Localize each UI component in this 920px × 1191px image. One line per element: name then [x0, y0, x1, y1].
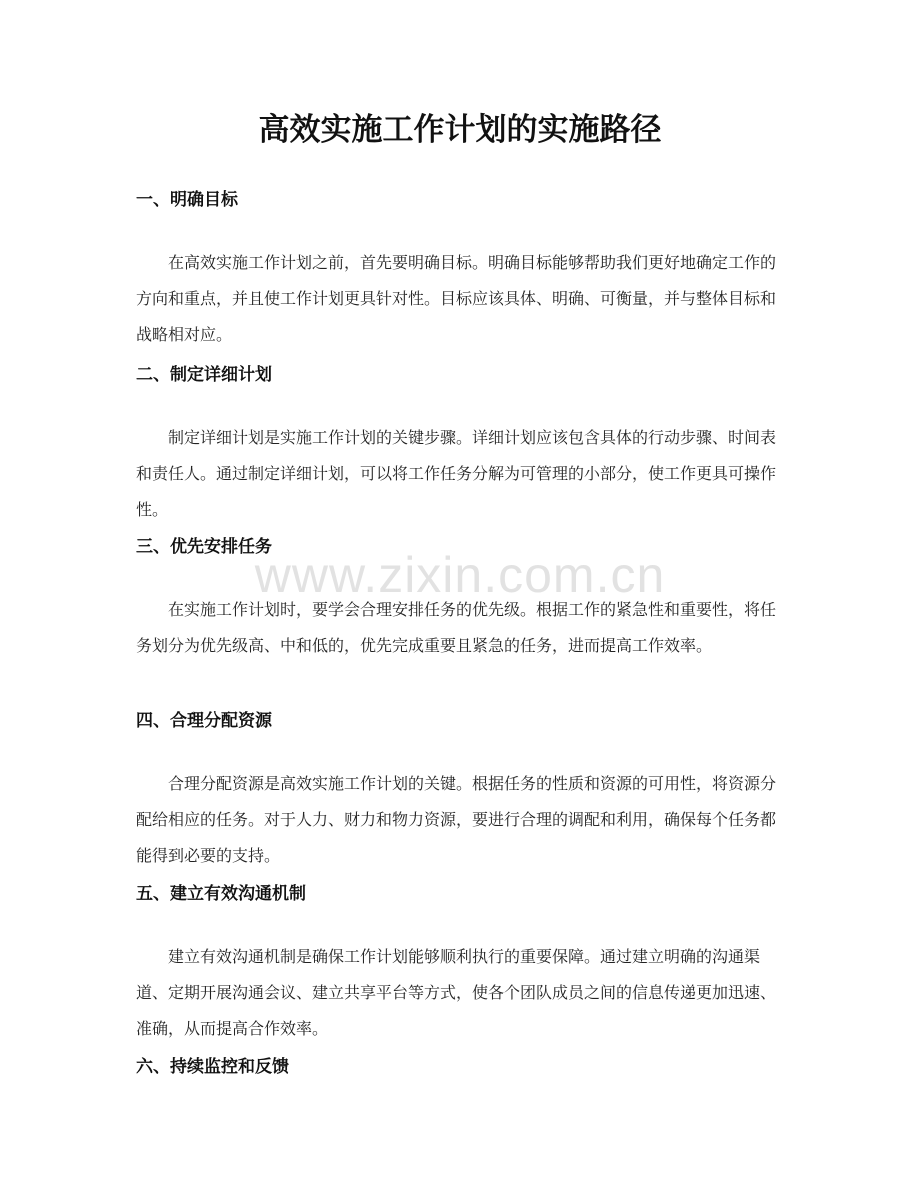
section-clarify-goals	[136, 185, 786, 353]
section-communication-mechanism	[136, 879, 786, 1047]
section-paragraph: 在实施工作计划时，要学会合理安排任务的优先级。根据工作的紧急性和重要性，将任务划分为优先级高、中和低的，优先完成重要且紧急的任务，进而提高工作效率。	[136, 600, 777, 655]
section-detailed-plan	[136, 360, 786, 528]
section-heading: 一、明确目标	[136, 190, 238, 210]
section-monitor-feedback	[136, 1052, 786, 1082]
section-paragraph: 合理分配资源是高效实施工作计划的关键。根据任务的性质和资源的可用性，将资源分配给相应的任务。对于人力、财力和物力资源，要进行合理的调配和利用，确保每个任务都能得到必要的支持。	[136, 774, 777, 865]
section-paragraph: 在高效实施工作计划之前，首先要明确目标。明确目标能够帮助我们更好地确定工作的方向和重点，并且使工作计划更具针对性。目标应该具体、明确、可衡量，并与整体目标和战略相对应。	[136, 253, 777, 344]
section-heading: 二、制定详细计划	[136, 365, 272, 385]
watermark: www.zixin.com.cn	[254, 547, 666, 603]
document-title: 高效实施工作计划的实施路径	[258, 112, 662, 148]
section-prioritize-tasks	[136, 532, 786, 664]
section-allocate-resources	[136, 706, 786, 874]
section-heading: 五、建立有效沟通机制	[136, 884, 306, 904]
section-heading: 三、优先安排任务	[136, 537, 272, 557]
section-paragraph: 制定详细计划是实施工作计划的关键步骤。详细计划应该包含具体的行动步骤、时间表和责任人。通过制定详细计划，可以将工作任务分解为可管理的小部分，使工作更具可操作性。	[136, 428, 777, 519]
section-heading: 四、合理分配资源	[136, 711, 272, 731]
section-heading: 六、持续监控和反馈	[136, 1057, 289, 1077]
section-paragraph: 建立有效沟通机制是确保工作计划能够顺利执行的重要保障。通过建立明确的沟通渠道、定期开展沟通会议、建立共享平台等方式，使各个团队成员之间的信息传递更加迅速、准确，从而提高合作效率。	[136, 947, 777, 1038]
